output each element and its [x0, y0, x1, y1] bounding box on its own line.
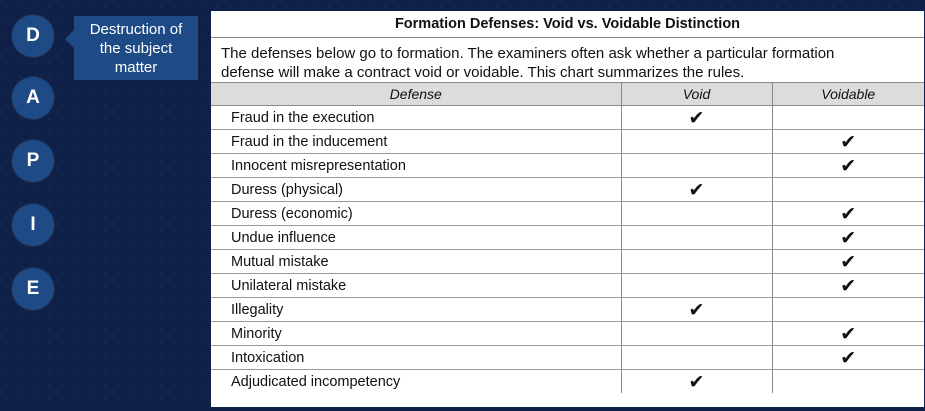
- defenses-card: [211, 11, 924, 407]
- nav-circle-p[interactable]: [12, 140, 54, 182]
- table-row: [211, 346, 924, 370]
- table-row: [211, 154, 924, 178]
- void-check-icon: ✔: [621, 106, 772, 130]
- table-row: [211, 370, 924, 394]
- table-row: [211, 130, 924, 154]
- table-row: [211, 322, 924, 346]
- table-body: [211, 106, 924, 394]
- defense-cell: Minority: [211, 322, 621, 346]
- voidable-check-icon: ✔: [772, 250, 924, 274]
- defense-cell: Fraud in the inducement: [211, 130, 621, 154]
- void-check-icon: ✔: [621, 178, 772, 202]
- voidable-check-icon: ✔: [772, 130, 924, 154]
- voidable-check-icon: ✔: [772, 274, 924, 298]
- voidable-check-icon: ✔: [772, 154, 924, 178]
- nav-circle-d-label: D: [26, 25, 40, 46]
- void-cell: [621, 154, 772, 178]
- header-voidable: Voidable: [772, 83, 924, 106]
- void-cell: [621, 202, 772, 226]
- nav-circle-e-label: E: [26, 278, 40, 299]
- void-cell: [621, 274, 772, 298]
- void-check-icon: ✔: [621, 370, 772, 394]
- header-void: Void: [621, 83, 772, 106]
- table-row: [211, 106, 924, 130]
- defense-cell: Illegality: [211, 298, 621, 322]
- nav-circle-d[interactable]: [12, 15, 54, 57]
- defense-cell: Innocent misrepresentation: [211, 154, 621, 178]
- intro-line-1: The defenses below go to formation. The examiners often ask whether a particular formation: [221, 45, 835, 62]
- table-row: [211, 274, 924, 298]
- nav-tooltip: [74, 16, 198, 80]
- table-row: [211, 298, 924, 322]
- voidable-cell: [772, 106, 924, 130]
- defense-cell: Mutual mistake: [211, 250, 621, 274]
- nav-circle-a[interactable]: [12, 77, 54, 119]
- defense-cell: Unilateral mistake: [211, 274, 621, 298]
- table-row: [211, 202, 924, 226]
- nav-circle-e[interactable]: [12, 268, 54, 310]
- nav-tooltip-text: Destruction of the subject matter: [89, 20, 183, 76]
- voidable-cell: [772, 178, 924, 202]
- intro-line-2: defense will make a contract void or voidable. This chart summarizes the rules.: [221, 64, 745, 81]
- header-defense: Defense: [211, 83, 621, 106]
- table-row: [211, 226, 924, 250]
- voidable-cell: [772, 298, 924, 322]
- defense-cell: Adjudicated incompetency: [231, 373, 401, 390]
- defense-cell: Duress (physical): [211, 178, 621, 202]
- voidable-check-icon: ✔: [772, 346, 924, 370]
- nav-circle-i-label: I: [30, 214, 36, 235]
- void-cell: [621, 226, 772, 250]
- defense-cell: Intoxication: [211, 346, 621, 370]
- nav-circle-p-label: P: [26, 150, 40, 171]
- defense-cell: Fraud in the execution: [211, 106, 621, 130]
- nav-circle-i[interactable]: [12, 204, 54, 246]
- table-header-row: [211, 83, 924, 106]
- defense-cell: Undue influence: [211, 226, 621, 250]
- defenses-table: [211, 82, 924, 393]
- defense-cell: Duress (economic): [211, 202, 621, 226]
- void-check-icon: ✔: [621, 298, 772, 322]
- voidable-check-icon: ✔: [772, 226, 924, 250]
- voidable-cell: [772, 370, 924, 394]
- void-cell: [621, 250, 772, 274]
- voidable-check-icon: ✔: [772, 322, 924, 346]
- void-cell: [621, 346, 772, 370]
- card-intro: [211, 38, 924, 82]
- table-row: [211, 250, 924, 274]
- voidable-check-icon: ✔: [772, 202, 924, 226]
- void-cell: [621, 130, 772, 154]
- table-row: [211, 178, 924, 202]
- nav-circle-a-label: A: [26, 87, 40, 108]
- card-title: Formation Defenses: Void vs. Voidable Distinction: [211, 11, 924, 38]
- void-cell: [621, 322, 772, 346]
